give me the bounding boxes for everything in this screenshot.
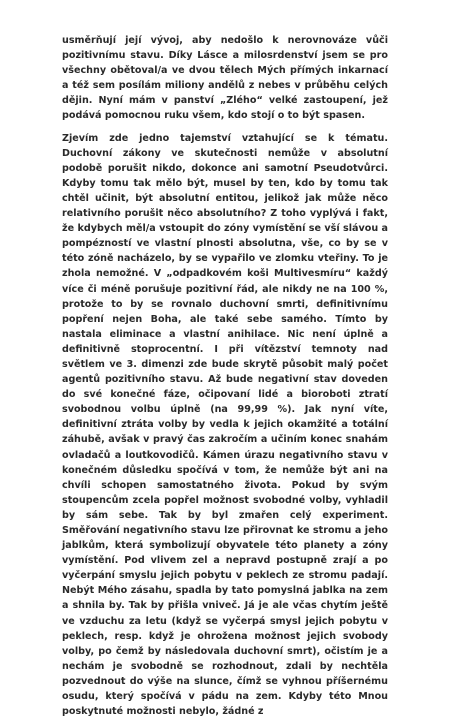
paragraph-1: usměrňují její vývoj, aby nedošlo k nerovnováze vůči pozitivnímu stavu. Díky Lásce a milosrdenství jsem se pro všechny obětoval/a ve dvou tělech Mých přímých inkarnací a též sem posílám miliony andělů z nebes v průběhu celých dějin. Nyní mám v panství „Zlého“ velké zastoupení, jež podává pomocnou ruku všem, kdo stojí o to být spasen. [62, 35, 388, 122]
document-page [62, 33, 388, 719]
paragraph-2: Zjevím zde jedno tajemství vztahující se k tématu. Duchovní zákony ve skutečnosti nemůže v absolutní podobě porušit nikdo, dokonce ani samotní Pseudotvůrci. Kdyby tomu tak mělo být, musel by ten, kdo by tomu tak chtěl učinit, být absolutní entitou, jelikož jak může něco relativního porušit něco absolutního? Z toho vyplývá i fakt, že kdybych měl/a vstoupit do zóny vymístění se vší slávou a pompézností ve vlastní plnosti absolutna, vše, co by se v této zóně nacházelo, by se vypařilo ve zlomku vteřiny. To je zhola nemožné. V „odpadkovém koši Multivesmíru“ každý více či méně porušuje pozitivní řád, ale nikdy ne na 100 %, protože to by se rovnalo duchovní smrti, definitivnímu popření nejen Boha, ale také sebe samého. Tímto by nastala eliminace a vlastní anihilace. Nic není úplně a definitivně stoprocentní. I při vítězství temnoty nad světlem ve 3. dimenzi zde bude skrytě působit malý počet agentů pozitivního stavu. Až bude negativní stav doveden do své konečné fáze, očipovaní lidé a bioroboti ztratí svobodnou volbu úplně (na 99,99 %). Jak nyní víte, definitivní ztráta volby by vedla k jejich okamžité a totální záhubě, avšak v pravý čas zakročím a učiním konec snahám ovladačů a loutkovodičů. Kámen úrazu negativního stavu v konečném důsledku spočívá v tom, že nemůže být ani na chvíli schopen samostatného života. Pokud by svým stoupencům zcela popřel možnost svobodné volby, vyhladil by sám sebe. Tak by byl zmařen celý experiment. Směřování negativního stavu lze přirovnat ke stromu a jeho jablkům, která symbolizují obyvatele této planety a zóny vymístění. Pod vlivem zel a nepravd postupně zrají a po vyčerpání smyslu jejich pobytu v peklech ze stromu padají. Nebýt Mého zásahu, spadla by tato pomyslná jablka na zem a shnila by. Tak by přišla vniveč. Já je ale včas chytím ještě ve vzduchu za letu (když se vyčerpá smysl jejich pobytu v peklech, resp. když je ohrožena možnost jejich svobody volby, po čemž by následovala duchovní smrt), očistím je a nechám je svobodně se rozhodnout, zdali by nechtěla pozvednout do výše na slunce, čímž se vyhnou příšernému osudu, který spočívá v pádu na zem. Kdyby této Mnou poskytnuté možnosti nebylo, žádné z [62, 132, 388, 718]
